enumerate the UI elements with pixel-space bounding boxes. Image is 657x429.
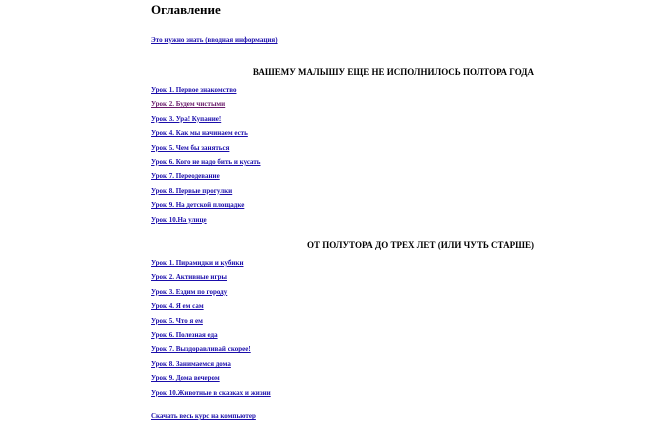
lesson-link[interactable]: Урок 1. Пирамидки и кубики (151, 259, 244, 267)
section-heading-1-5-to-3: ОТ ПОЛУТОРА ДО ТРЕХ ЛЕТ (ИЛИ ЧУТЬ СТАРШЕ) (306, 240, 534, 250)
lesson-link[interactable]: Урок 6. Полезная еда (151, 330, 218, 339)
lesson-link[interactable]: Урок 5. Чем бы заняться (151, 143, 230, 152)
page-title: Оглавление (151, 2, 221, 17)
lesson-link[interactable]: Урок 3. Ездим по городу (151, 287, 228, 296)
section-heading-under-1-5: ВАШЕМУ МАЛЫШУ ЕЩЕ НЕ ИСПОЛНИЛОСЬ ПОЛТОРА ГОДА (252, 67, 534, 77)
list-item (151, 81, 261, 95)
list-item (151, 95, 261, 109)
lesson-link[interactable]: Урок 9. На детской площадке (151, 201, 245, 210)
list-item (151, 254, 271, 268)
lesson-link[interactable]: Урок 6. Кого не надо бить и кусать (151, 157, 261, 166)
lesson-list-under-1-5 (151, 81, 261, 225)
list-item (151, 153, 261, 167)
list-item (151, 283, 271, 297)
lesson-link[interactable]: Урок 7. Выздоравливай скорее! (151, 345, 251, 354)
list-item (151, 139, 261, 153)
list-item (151, 211, 261, 225)
list-item (151, 124, 261, 138)
lesson-link[interactable]: Урок 2. Активные игры (151, 273, 228, 282)
list-item (151, 326, 271, 340)
download-course-link[interactable]: Скачать весь курс на компьютер (151, 412, 256, 420)
list-item (151, 355, 271, 369)
lesson-link[interactable]: Урок 8. Занимаемся дома (151, 359, 231, 368)
list-item (151, 312, 271, 326)
lesson-link[interactable]: Урок 1. Первое знакомство (151, 86, 237, 94)
intro-info-link[interactable]: Это нужно знать (вводная информация) (151, 36, 278, 44)
lesson-link[interactable]: Урок 7. Переодевание (151, 172, 220, 181)
lesson-link[interactable]: Урок 5. Что я ем (151, 316, 203, 325)
lesson-link[interactable]: Урок 2. Будем чистыми (151, 100, 226, 109)
lesson-link[interactable]: Урок 4. Я ем сам (151, 302, 204, 311)
lesson-link[interactable]: Урок 9. Дома вечером (151, 374, 220, 383)
list-item (151, 369, 271, 383)
lesson-link[interactable]: Урок 10.На улице (151, 215, 207, 224)
list-item (151, 268, 271, 282)
lesson-link[interactable]: Урок 4. Как мы начинаем есть (151, 129, 248, 138)
list-item (151, 384, 271, 398)
list-item (151, 297, 271, 311)
lesson-list-1-5-to-3 (151, 254, 271, 398)
list-item (151, 167, 261, 181)
list-item (151, 182, 261, 196)
lesson-link[interactable]: Урок 10.Животные в сказках и жизни (151, 388, 271, 397)
list-item (151, 110, 261, 124)
list-item (151, 340, 271, 354)
list-item (151, 196, 261, 210)
lesson-link[interactable]: Урок 8. Первые прогулки (151, 186, 233, 195)
lesson-link[interactable]: Урок 3. Ура! Купание! (151, 114, 222, 123)
